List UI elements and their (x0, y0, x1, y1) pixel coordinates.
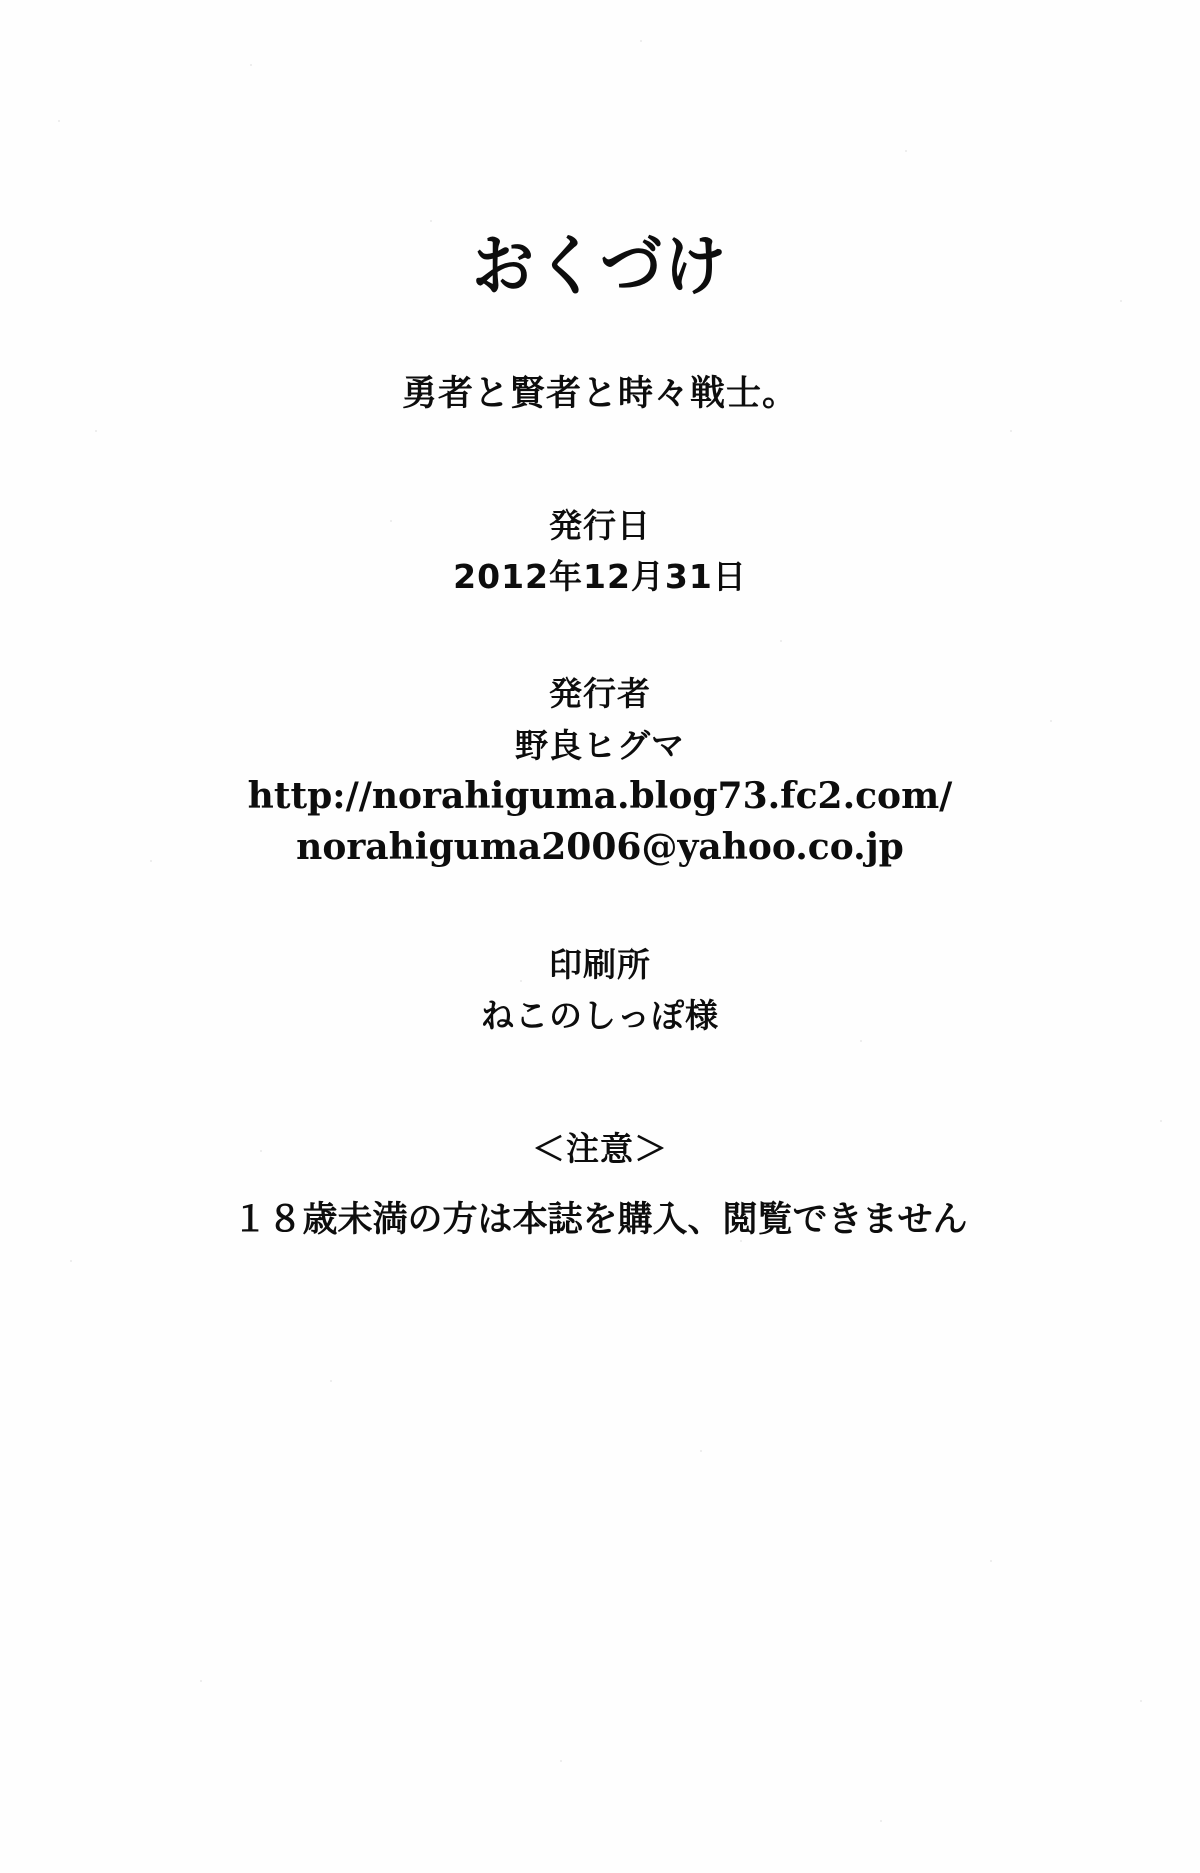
work-title: 勇者と賢者と時々戦士。 (401, 374, 798, 415)
publish-date-label: 発行日 (549, 506, 651, 546)
publisher-label: 発行者 (549, 674, 651, 714)
publisher-url[interactable]: http://norahiguma.blog73.fc2.com/ (247, 774, 953, 817)
publisher-name: 野良ヒグマ (515, 725, 685, 765)
page-title: おくづけ (471, 226, 728, 305)
notice-block (0, 1123, 1200, 1242)
publisher-block (0, 668, 1200, 873)
notice-label: ＜注意＞ (532, 1129, 668, 1169)
printer-label: 印刷所 (549, 944, 651, 984)
publish-date-block (0, 500, 1200, 602)
notice-text: １８歳未満の方は本誌を購入、閲覧できません (232, 1200, 968, 1241)
colophon-content (0, 226, 1200, 1242)
printer-value: ねこのしっぽ様 (481, 996, 719, 1036)
publisher-email[interactable]: norahiguma2006@yahoo.co.jp (296, 825, 904, 868)
printer-block (0, 939, 1200, 1041)
publish-date-value: 2012年12月31日 (453, 557, 747, 597)
